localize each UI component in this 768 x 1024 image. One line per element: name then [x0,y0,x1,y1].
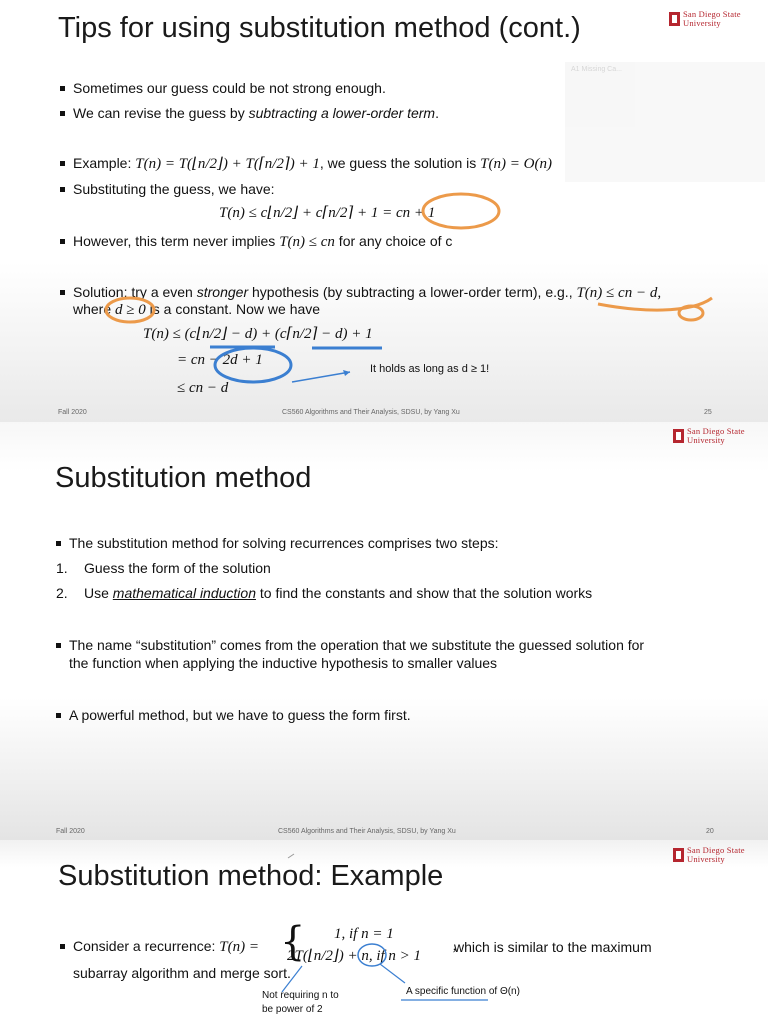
bullet-substituting: Substituting the guess, we have: [60,180,275,198]
logo-line-1: San Diego State [687,845,745,855]
annotation-holds-note: It holds as long as d ≥ 1! [370,363,490,375]
mathematical-induction-link[interactable]: mathematical induction [112,585,256,601]
slide-tips-substitution [0,0,768,422]
footer-course: CS560 Algorithms and Their Analysis, SDSU, by Yang Xu [282,409,460,416]
bullet-square-icon [60,86,65,91]
logo-line-2: University [687,854,725,864]
slide-substitution-example [0,840,768,1024]
recurrence-trailing-text: which is similar to the maximum [454,939,652,955]
bullet-consider-recurrence: Consider a recurrence: T(n) = [60,937,259,956]
example-solution: T(n) = O(n) [480,156,552,172]
orange-loop-mark [679,306,703,320]
slide-substitution-method [0,422,768,840]
slide-title: Tips for using substitution method (cont.) [58,12,581,44]
footer-term: Fall 2020 [56,828,85,835]
slide-title: Substitution method: Example [58,860,444,892]
solution-line-2: where d ≥ 0 is a constant. Now we have [73,301,321,318]
brace-icon: { [280,919,306,965]
sdsu-logo [673,846,768,868]
sdsu-logo-mark-icon [673,848,684,862]
bullet-square-icon [56,643,61,648]
arrowhead-icon [343,370,350,376]
slide-title: Substitution method [55,462,312,494]
bullet-square-icon [56,713,61,718]
step-2-text: Use mathematical induction to find the constants and show that the solution works [84,585,593,601]
annotation-not-requiring: Not requiring n to [262,990,339,1001]
footer-page-number: 25 [704,409,712,416]
ghost-background-panel: A1 Missing Ca... [565,62,765,182]
bullet-two-steps: The substitution method for solving recurrences comprises two steps: [56,534,499,552]
bullet-square-icon [60,290,65,295]
derivation-step-1: T(n) ≤ (c⌊n/2⌋ − d) + (c⌈n/2⌉ − d) + 1 [143,326,373,342]
bullet-square-icon [60,239,65,244]
example-equation: T(n) = T(⌊n/2⌋) + T(⌈n/2⌉) + 1 [135,156,320,172]
blue-arrow-to-note [292,372,350,382]
footer-term: Fall 2020 [58,409,87,416]
derivation-step-2: = cn − 2d + 1 [177,352,263,368]
sdsu-logo [673,427,768,449]
bullet-example: Example: T(n) = T(⌊n/2⌋) + T(⌈n/2⌉) + 1, we guess the solution is T(n) = O(n) [60,154,552,173]
annotation-specific-function: A specific function of Θ(n) [406,986,520,997]
bullet-guess-not-strong: Sometimes our guess could be not strong enough. [60,79,386,97]
bullet-revise-guess: We can revise the guess by subtracting a lower-order term. [60,104,439,122]
footer-page-number: 20 [706,828,714,835]
bullet-however: However, this term never implies T(n) ≤ cn for any choice of c [60,232,452,251]
recurrence-line-2: subarray algorithm and merge sort. [73,965,291,981]
substitution-equation: T(n) ≤ c⌊n/2⌋ + c⌈n/2⌉ + 1 = cn + 1 [219,205,436,221]
bullet-square-icon [60,161,65,166]
logo-line-2: University [687,435,725,445]
bullet-square-icon [56,541,61,546]
bullet-square-icon [60,187,65,192]
recurrence-case-end: ’ [451,946,456,962]
bullet-solution: Solution: try a even stronger hypothesis (by subtracting a lower-order term), e.g., T(n) ≤ cn − d, [60,283,661,302]
annotation-power-of-2: be power of 2 [262,1004,323,1015]
footer-course: CS560 Algorithms and Their Analysis, SDSU, by Yang Xu [278,828,456,835]
sdsu-logo-mark-icon [669,12,680,26]
step-1-number: 1. [56,560,68,576]
logo-line-1: San Diego State [687,426,745,436]
bullet-square-icon [60,944,65,949]
pen-tick-mark [288,854,294,858]
logo-line-2: University [683,18,721,28]
recurrence-case-2: 2T(⌊n/2⌋) + n, if n > 1 [287,948,422,964]
step-1-text: Guess the form of the solution [84,560,271,576]
bullet-square-icon [60,111,65,116]
bullet-name-origin: The name “substitution” comes from the operation that we substitute the guessed solution for [56,636,644,654]
derivation-step-3: ≤ cn − d [177,380,229,396]
step-2-number: 2. [56,585,68,601]
logo-line-1: San Diego State [683,9,741,19]
sdsu-logo-mark-icon [673,429,684,443]
sdsu-logo [669,10,768,32]
blue-arrow-to-specific-function [380,964,405,983]
bullet-name-origin-line-2: the function when applying the inductive hypothesis to smaller values [69,655,498,671]
recurrence-case-1: 1, if n = 1 [334,926,394,942]
bullet-powerful-method: A powerful method, but we have to guess the form first. [56,706,411,724]
